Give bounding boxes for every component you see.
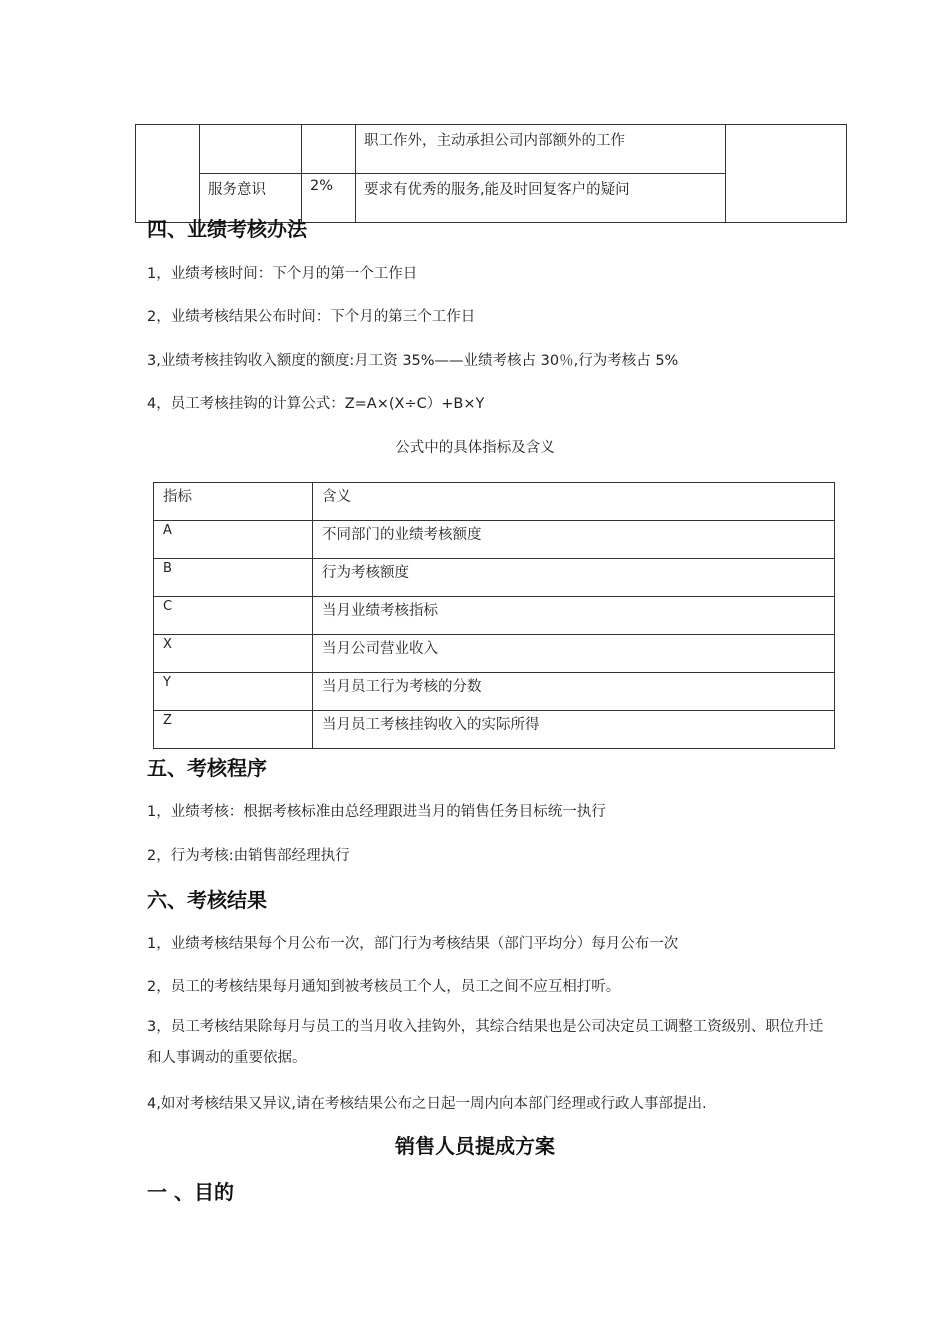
indicator-meaning: 当月业绩考核指标 xyxy=(313,597,835,635)
section-heading-5: 五、考核程序 xyxy=(147,756,267,780)
indicator-key: Z xyxy=(154,711,313,749)
indicator-meaning: 行为考核额度 xyxy=(313,559,835,597)
table-cell-category xyxy=(136,125,200,223)
table-row xyxy=(154,521,835,559)
table-cell-remark xyxy=(726,125,847,223)
criteria-table-continued xyxy=(135,124,847,223)
table-header-cell: 指标 xyxy=(154,483,313,521)
section-heading-1: 一 、目的 xyxy=(147,1180,234,1204)
table-row xyxy=(154,559,835,597)
table-cell-item: 服务意识 xyxy=(200,174,302,223)
indicator-key: Y xyxy=(154,673,313,711)
table-cell-weight xyxy=(302,125,356,174)
table-cell-content: 要求有优秀的服务,能及时回复客户的疑问 xyxy=(356,174,726,223)
table-row xyxy=(136,125,847,174)
table-row xyxy=(154,673,835,711)
table-cell-item xyxy=(200,125,302,174)
indicator-meaning: 当月员工考核挂钩收入的实际所得 xyxy=(313,711,835,749)
table-header-row xyxy=(154,483,835,521)
paragraph: 1，业绩考核：根据考核标准由总经理跟进当月的销售任务目标统一执行 xyxy=(147,804,606,820)
table-caption: 公式中的具体指标及含义 xyxy=(395,440,555,456)
document-title: 销售人员提成方案 xyxy=(395,1134,555,1158)
formula-paragraph: 4，员工考核挂钩的计算公式：Z=A×(X÷C）+B×Y xyxy=(147,396,485,412)
indicator-meaning: 不同部门的业绩考核额度 xyxy=(313,521,835,559)
paragraph: 1，业绩考核结果每个月公布一次，部门行为考核结果（部门平均分）每月公布一次 xyxy=(147,936,679,952)
paragraph: 1，业绩考核时间：下个月的第一个工作日 xyxy=(147,266,418,282)
paragraph: 2，员工的考核结果每月通知到被考核员工个人，员工之间不应互相打听。 xyxy=(147,979,621,995)
indicator-meaning: 当月公司营业收入 xyxy=(313,635,835,673)
indicator-key: X xyxy=(154,635,313,673)
indicator-key: B xyxy=(154,559,313,597)
table-cell-weight: 2% xyxy=(302,174,356,223)
paragraph: 3,业绩考核挂钩收入额度的额度:月工资 35%——业绩考核占 30％,行为考核占 5% xyxy=(147,353,679,369)
indicator-table xyxy=(153,482,835,749)
indicator-meaning: 当月员工行为考核的分数 xyxy=(313,673,835,711)
table-row xyxy=(154,597,835,635)
table-header-cell: 含义 xyxy=(313,483,835,521)
table-row xyxy=(154,711,835,749)
table-cell-content: 职工作外，主动承担公司内部额外的工作 xyxy=(356,125,726,174)
paragraph: 3，员工考核结果除每月与员工的当月收入挂钩外，其综合结果也是公司决定员工调整工资级别、职位升迁和人事调动的重要依据。 xyxy=(147,1019,824,1066)
indicator-key: C xyxy=(154,597,313,635)
table-row xyxy=(154,635,835,673)
section-heading-4: 四、业绩考核办法 xyxy=(147,217,307,241)
section-heading-6: 六、考核结果 xyxy=(147,888,267,912)
paragraph: 4,如对考核结果又异议,请在考核结果公布之日起一周内向本部门经理或行政人事部提出. xyxy=(147,1096,707,1112)
indicator-key: A xyxy=(154,521,313,559)
paragraph: 2，行为考核:由销售部经理执行 xyxy=(147,848,350,864)
paragraph: 2，业绩考核结果公布时间：下个月的第三个工作日 xyxy=(147,309,476,325)
